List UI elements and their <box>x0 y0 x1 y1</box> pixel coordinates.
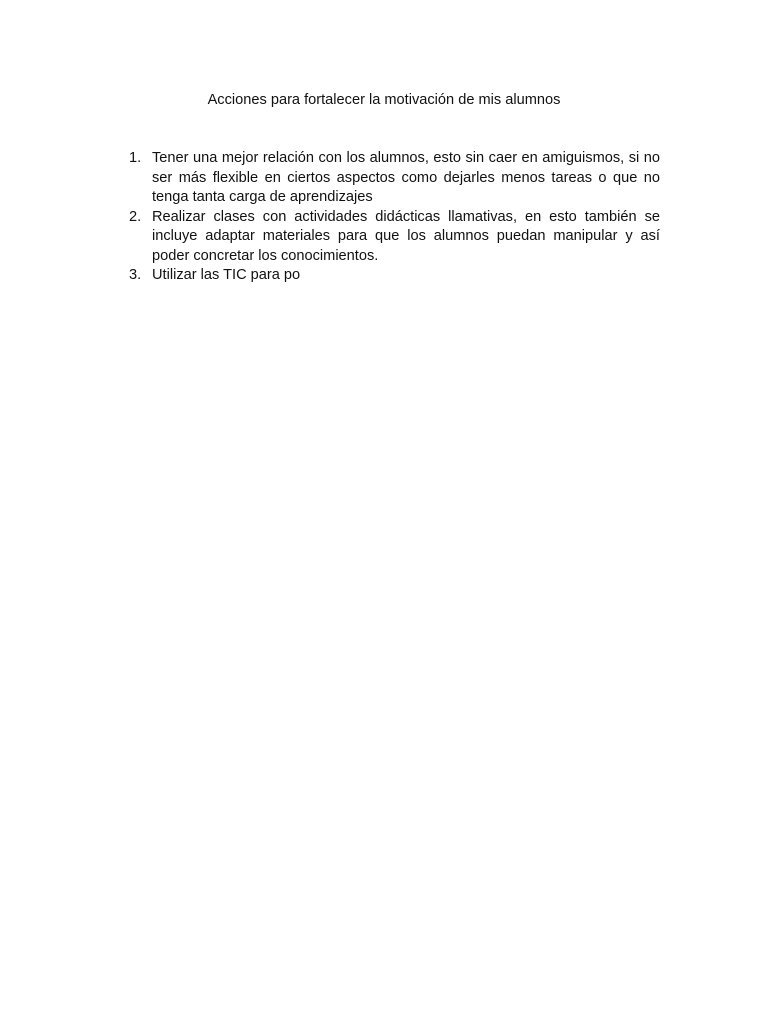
action-list <box>129 149 660 286</box>
list-item-text: Utilizar las TIC para po <box>152 267 301 283</box>
list-item-number: 3. <box>129 267 142 283</box>
document-title: Acciones para fortalecer la motivación de mis alumnos <box>207 92 561 108</box>
list-item-number: 2. <box>129 208 142 225</box>
list-item <box>129 266 660 286</box>
list-item <box>129 208 660 267</box>
list-item-text: Realizar clases con actividades didácticas llamativas, en esto también se incluye adaptar materiales para que los alumnos puedan manipular y así poder concretar los conocimientos. <box>152 208 660 264</box>
list-item-text: Tener una mejor relación con los alumnos, esto sin caer en amiguismos, si no ser más flexible en ciertos aspectos como dejarles menos tareas o que no tenga tanta carga de aprendizajes <box>152 150 660 205</box>
list-item <box>129 149 660 208</box>
list-item-number: 1. <box>129 150 142 166</box>
